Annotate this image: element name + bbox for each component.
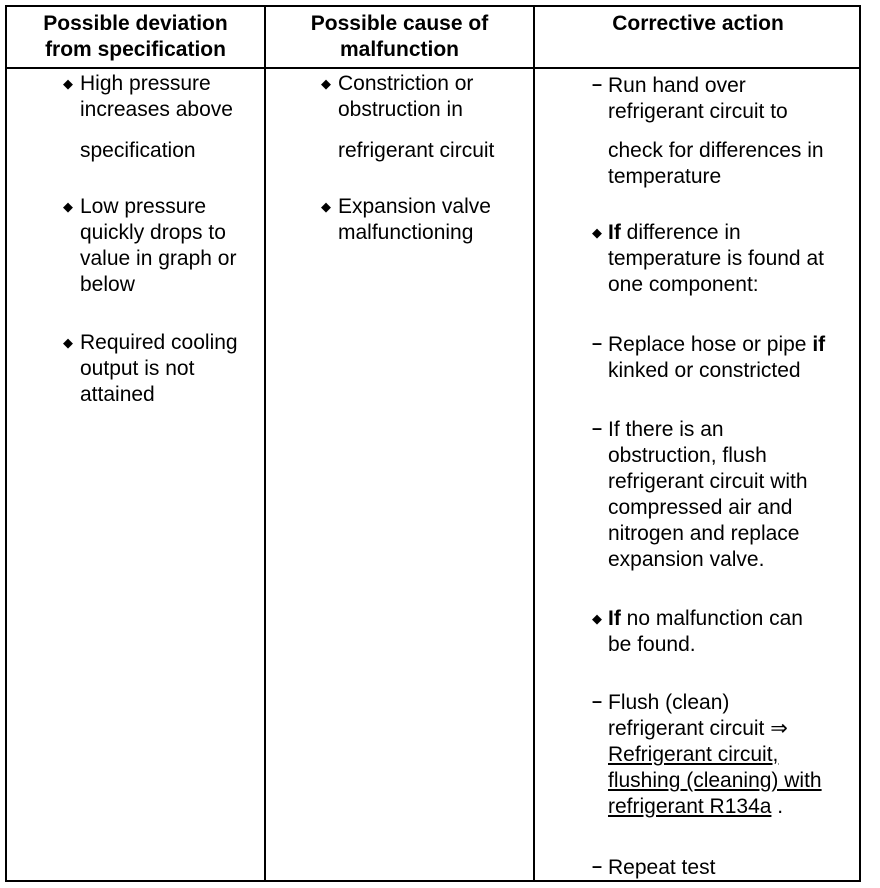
refrigerant-flushing-link[interactable]: refrigerant R134a (608, 795, 772, 818)
bullet-diamond-icon: ◆ (63, 199, 73, 214)
action-flush-clean: Flush (clean) refrigerant circuit ⇒ Refrigerant circuit, flushing (cleaning) with refrigerant R134a . (608, 691, 822, 818)
action-difference-found: If difference in temperature is found at one component: (608, 221, 824, 296)
header-cause: Possible cause of malfunction (310, 12, 489, 61)
action-no-malfunction: If no malfunction can be found. (608, 607, 803, 656)
header-corrective-action: Corrective action (612, 12, 784, 35)
action-repeat-test: Repeat test (608, 856, 716, 879)
cause-constriction: Constriction or obstruction in refrigerant circuit (338, 72, 495, 162)
header-divider (7, 67, 859, 69)
deviation-high-pressure: High pressure increases above specification (80, 72, 233, 162)
header-deviation: Possible deviation from specification (43, 12, 228, 61)
deviation-cooling-output: Required cooling output is not attained (80, 331, 238, 406)
refrigerant-flushing-link[interactable]: Refrigerant circuit, (608, 743, 779, 766)
cause-expansion-valve: Expansion valve malfunctioning (338, 195, 491, 244)
bullet-dash-icon: – (592, 74, 603, 94)
deviation-low-pressure: Low pressure quickly drops to value in graph or below (80, 195, 237, 296)
column-divider-2 (533, 7, 535, 880)
action-replace-hose: Replace hose or pipe if kinked or constricted (608, 333, 826, 382)
action-flush-obstruction: If there is an obstruction, flush refrigerant circuit with compressed air and nitrogen and replace expansion valve. (608, 418, 808, 571)
refrigerant-flushing-link[interactable]: flushing (cleaning) with (608, 769, 822, 792)
malfunction-table (5, 5, 861, 882)
bullet-dash-icon: – (592, 856, 603, 876)
bullet-dash-icon: – (592, 418, 603, 438)
bullet-dash-icon: – (592, 691, 603, 711)
bullet-diamond-icon: ◆ (592, 225, 602, 240)
bullet-diamond-icon: ◆ (321, 199, 331, 214)
action-run-hand: Run hand over refrigerant circuit to check for differences in temperature (608, 74, 824, 188)
column-divider-1 (264, 7, 266, 880)
bullet-diamond-icon: ◆ (321, 76, 331, 91)
bullet-diamond-icon: ◆ (592, 611, 602, 626)
bullet-dash-icon: – (592, 333, 603, 353)
bullet-diamond-icon: ◆ (63, 335, 73, 350)
bullet-diamond-icon: ◆ (63, 76, 73, 91)
